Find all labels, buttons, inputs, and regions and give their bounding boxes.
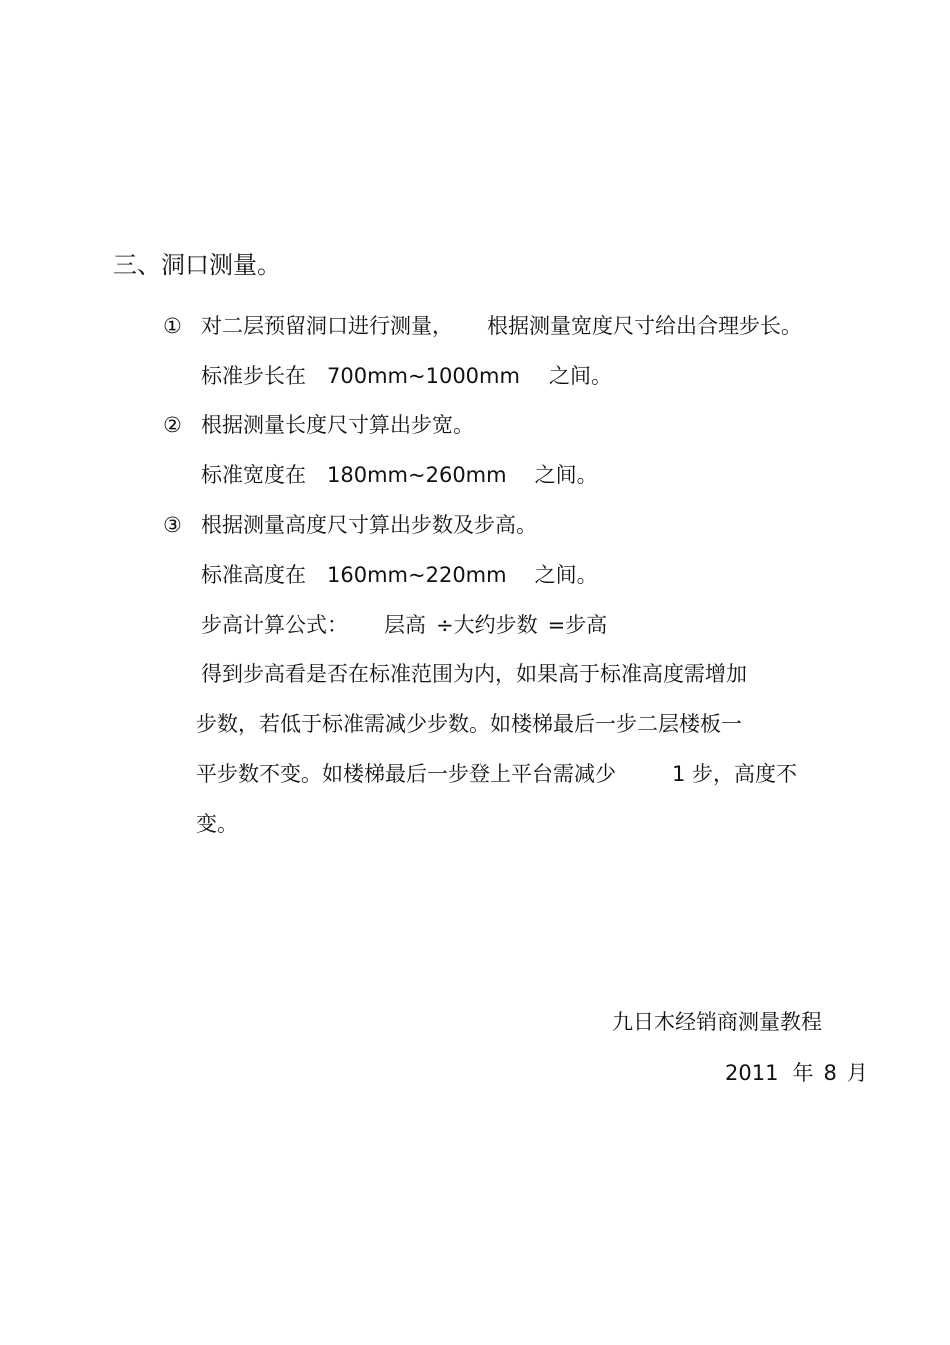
item-2-std-suffix: 之间。 [534,463,598,487]
footer-date [725,1059,868,1087]
footer-month-unit: 月 [846,1061,868,1085]
item-1-marker: ① [163,314,182,338]
item-3-text: 根据测量高度尺寸算出步数及步高。 [201,513,537,537]
paragraph-line-4: 变。 [196,812,238,836]
formula-term-a: 层高 [384,613,426,637]
paragraph-line-2: 步数，若低于标准需减少步数。如楼梯最后一步二层楼板一 [196,712,742,736]
item-1-text-b: 根据测量宽度尺寸给出合理步长。 [487,314,802,338]
paragraph-line-3b: 1 步，高度不 [672,762,798,786]
formula-term-b: 大约步数 [453,613,538,637]
paragraph-line-3 [196,760,797,788]
item-3-std-label: 标准高度在 [201,563,306,587]
paragraph-line-3a: 平步数不变。如楼梯最后一步登上平台需减少 [196,762,616,786]
item-2-marker: ② [163,413,182,437]
item-2-text: 根据测量长度尺寸算出步宽。 [201,413,474,437]
item-1-text-a: 对二层预留洞口进行测量， [201,314,453,338]
item-3-std-range: 160mm~220mm [327,563,507,587]
paragraph-line-1: 得到步高看是否在标准范围为内，如果高于标准高度需增加 [201,662,747,686]
item-1-line [163,312,802,340]
formula-label: 步高计算公式： [201,613,348,637]
item-1-std-suffix: 之间。 [548,364,612,388]
section-title: 三、洞口测量。 [113,251,281,279]
formula-result: =步高 [547,613,608,637]
item-2-std-range: 180mm~260mm [327,463,507,487]
footer-year-unit: 年 [792,1061,814,1085]
formula-line [201,611,607,639]
item-2-std-label: 标准宽度在 [201,463,306,487]
item-3-marker: ③ [163,513,182,537]
footer-org: 九日木经销商测量教程 [612,1010,822,1034]
item-1-std-range: 700mm~1000mm [327,364,520,388]
item-3-standard [201,561,598,589]
item-1-standard [201,362,612,390]
footer-year: 2011 [725,1061,779,1085]
formula-divide: ÷ [436,613,454,637]
item-3-std-suffix: 之间。 [534,563,598,587]
item-2-standard [201,461,598,489]
item-2-line [163,411,474,439]
footer-month: 8 [823,1061,837,1085]
item-1-std-label: 标准步长在 [201,364,306,388]
item-3-line [163,511,537,539]
